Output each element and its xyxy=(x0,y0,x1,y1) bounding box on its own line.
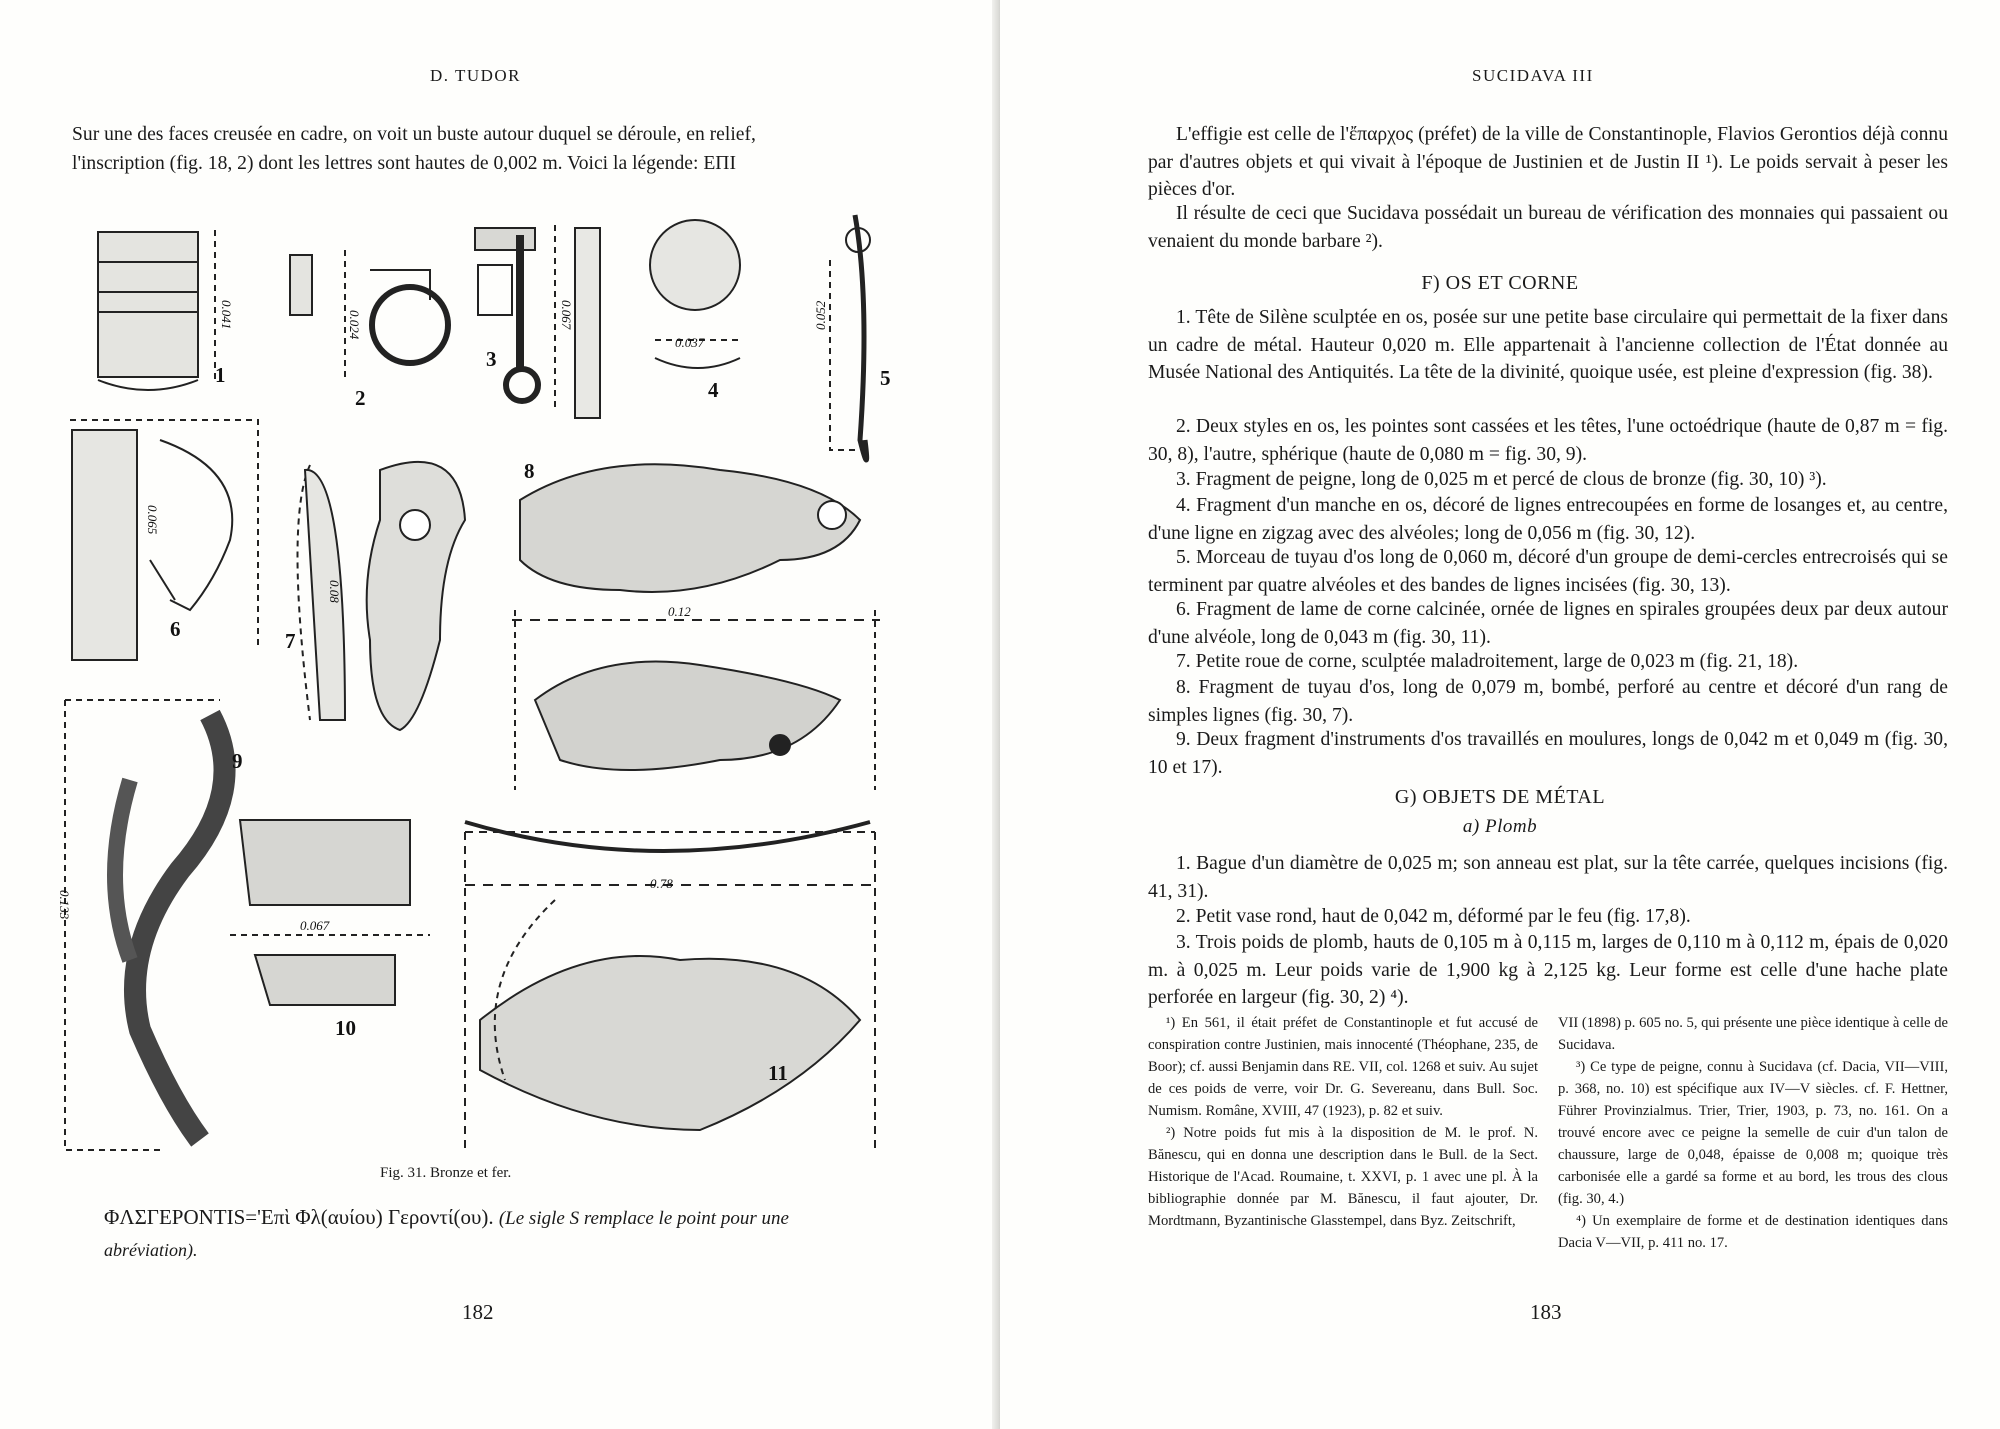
running-head-right: SUCIDAVA III xyxy=(1472,66,1594,85)
footnotes-column-left xyxy=(1148,1012,1538,1232)
footnotes-column-right xyxy=(1558,1012,1948,1254)
measure-6: 0.065 xyxy=(145,505,160,535)
item-f-6: 6. Fragment de lame de corne calcinée, ornée de lignes en spirales groupées deux par deux autour d'une alvéole, long de 0,043 m (fig. 30, 11). xyxy=(1148,599,1948,648)
inscription-line xyxy=(104,1205,904,1230)
footnote-4: ⁴) Un exemplaire de forme et de destination identiques dans Dacia V—VII, p. 411 no. 17. xyxy=(1558,1213,1948,1251)
object-7-drawing xyxy=(298,462,466,730)
item-f-8: 8. Fragment de tuyau d'os, long de 0,079 m, bombé, perforé au centre et décoré d'un rang de simples lignes (fig. 30, 7). xyxy=(1148,677,1948,726)
measure-5: 0.052 xyxy=(813,300,828,330)
fig-label-10: 10 xyxy=(335,1016,356,1040)
item-f-4: 4. Fragment d'un manche en os, décoré de lignes entrecoupées en forme de losanges et, au centre, d'une ligne en zigzag avec des alvéoles; long de 0,056 m (fig. 30, 12). xyxy=(1148,495,1948,544)
measure-4: 0.037 xyxy=(675,335,705,350)
fig-label-11: 11 xyxy=(768,1061,788,1085)
paragraph-effigie: L'effigie est celle de l'ἔπαρχος (préfet) de la ville de Constantinople, Flavios Gerontios déjà connu par d'autres objets et qui vivait à l'époque de Justinien et de Justin II ¹). Le poids servait à peser les pièces d'or. xyxy=(1148,124,1948,200)
item-f-3: 3. Fragment de peigne, long de 0,025 m et percé de clous de bronze (fig. 30, 10) ³). xyxy=(1176,469,1827,490)
fig-label-8: 8 xyxy=(524,459,535,483)
item-f-9: 9. Deux fragment d'instruments d'os travaillés en moulures, longs de 0,042 m et 0,049 m (fig. 30, 10 et 17). xyxy=(1148,729,1948,778)
item-f-5: 5. Morceau de tuyau d'os long de 0,060 m, décoré d'un groupe de demi-cercles entrecroisés qui se terminent par quatre alvéoles et des bandes de lignes incisées (fig. 30, 13). xyxy=(1148,547,1948,596)
object-1-drawing xyxy=(98,230,215,390)
measure-1: 0.041 xyxy=(219,300,234,330)
measure-7: 0.08 xyxy=(327,580,342,603)
object-10-drawing xyxy=(230,820,430,1005)
footnote-2-continued: VII (1898) p. 605 no. 5, qui présente une pièce identique à celle de Sucidava. xyxy=(1558,1015,1948,1053)
inscription-greek: ΦΛΣΓΕΡΟΝΤΙS='Επὶ Φλ(αυίου) Γεροντί(ου). xyxy=(104,1205,494,1229)
measure-9: 0.133 xyxy=(57,890,72,920)
inscription-note: (Le sigle S remplace le point pour une xyxy=(498,1208,789,1229)
heading-os-et-corne: F) OS ET CORNE xyxy=(1421,272,1579,294)
measure-3: 0.067 xyxy=(559,300,574,330)
page-number-left: 182 xyxy=(462,1300,494,1324)
measure-2: 0.024 xyxy=(347,310,362,340)
subheading-plomb: a) Plomb xyxy=(1462,816,1538,837)
figure-caption: Fig. 31. Bronze et fer. xyxy=(380,1165,512,1181)
measure-10: 0.067 xyxy=(300,918,330,933)
item-f-2: 2. Deux styles en os, les pointes sont cassées et les têtes, l'une octoédrique (haute de 0,87 m = fig. 30, 8), l'autre, sphérique (haute de 0,080 m = fig. 30, 9). xyxy=(1148,416,1948,465)
item-g-3: 3. Trois poids de plomb, hauts de 0,105 m à 0,115 m, larges de 0,110 m à 0,112 m, épais de 0,020 m. à 0,025 m. Leur poids varie de 1,900 kg à 2,125 kg. Leur forme est celle d'une hache plate perforée en largeur (fig. 30, 2) ⁴). xyxy=(1148,932,1948,1008)
object-3-drawing xyxy=(475,225,600,418)
running-head-left: D. TUDOR xyxy=(430,66,522,85)
inscription-note-2: abréviation). xyxy=(104,1240,198,1260)
paragraph-sucidava-bureau: Il résulte de ceci que Sucidava possédait un bureau de vérification des monnaies qui passaient ou venaient du monde barbare ²). xyxy=(1148,203,1948,252)
object-11-drawing xyxy=(465,822,875,1150)
footnote-3: ³) Ce type de peigne, connu à Sucidava (cf. Dacia, VII—VIII, p. 368, no. 10) est spécifique aux IV—V siècles. cf. F. Hettner, Führer Provinzialmus. Trier, Trier, 1903, p. 73, no. 161. On a trouvé encore avec ce peigne la semelle de cuir d'un talon de chaussure, large de 0,048, épaisse de 0,008 m; quoique très carbonisée elle a gardé sa forme et au bord, les trous des clous (fig. 30, 4.) xyxy=(1558,1059,1948,1207)
object-2-drawing xyxy=(290,250,448,380)
item-f-1: 1. Tête de Silène sculptée en os, posée sur une petite base circulaire qui permettait de la fixer dans un cadre de métal. Hauteur 0,020 m. Elle appartenait à l'ancienne collection de l'État donnée au Musée National des Antiquités. La tête de la divinité, quoique usée, est pleine d'expression (fig. 38). xyxy=(1148,307,1948,383)
fig-label-3: 3 xyxy=(486,347,497,371)
item-g-2: 2. Petit vase rond, haut de 0,042 m, déformé par le feu (fig. 17,8). xyxy=(1176,906,1691,927)
measure-11: 0.78 xyxy=(650,876,673,891)
item-g-1: 1. Bague d'un diamètre de 0,025 m; son anneau est plat, sur la tête carrée, quelques incisions (fig. 41, 31). xyxy=(1148,853,1948,902)
footnote-2: ²) Notre poids fut mis à la disposition de M. le prof. N. Bănescu, qui en donna une description dans le Bull. de la Sect. Historique de l'Acad. Roumaine, t. XXVI, p. 1 avec une pl. À la bibliographie donnée par M. Bănescu, il faut ajouter, Dr. Mordtmann, Byzantinische Glasstempel, dans Byz. Zeitschrift, xyxy=(1148,1125,1538,1229)
heading-objets-de-metal: G) OBJETS DE MÉTAL xyxy=(1394,786,1606,808)
fig-label-4: 4 xyxy=(708,378,719,402)
object-8-drawing xyxy=(512,464,880,790)
intro-line-1: Sur une des faces creusée en cadre, on voit un buste autour duquel se déroule, en relief, xyxy=(72,124,756,145)
fig-label-7: 7 xyxy=(285,629,296,653)
fig-label-9: 9 xyxy=(232,749,243,773)
fig-label-5: 5 xyxy=(880,366,891,390)
fig-label-1: 1 xyxy=(215,363,226,387)
object-5-drawing xyxy=(830,215,870,460)
measure-8: 0.12 xyxy=(668,604,691,619)
object-9-drawing xyxy=(65,700,225,1150)
fig-label-6: 6 xyxy=(170,617,181,641)
item-f-7: 7. Petite roue de corne, sculptée maladroitement, large de 0,023 m (fig. 21, 18). xyxy=(1176,651,1799,672)
page-number-right: 183 xyxy=(1530,1300,1562,1324)
fig-label-2: 2 xyxy=(355,386,366,410)
object-6-drawing xyxy=(70,420,258,660)
intro-line-2: l'inscription (fig. 18, 2) dont les lettres sont hautes de 0,002 m. Voici la légende: ΕΠΙ xyxy=(72,153,736,174)
right-page xyxy=(1000,0,2000,1429)
footnote-1: ¹) En 561, il était préfet de Constantinople et fut accusé de conspiration contre Justinien, mais innocenté (Théophane, 235, de Boor); cf. aussi Benjamin dans RE. VII, col. 1268 et suiv. Au sujet de ces poids de verre, voir Dr. G. Severeanu, dans Bull. Soc. Numism. Române, XVIII, 47 (1923), p. 82 et suiv. xyxy=(1148,1015,1538,1119)
